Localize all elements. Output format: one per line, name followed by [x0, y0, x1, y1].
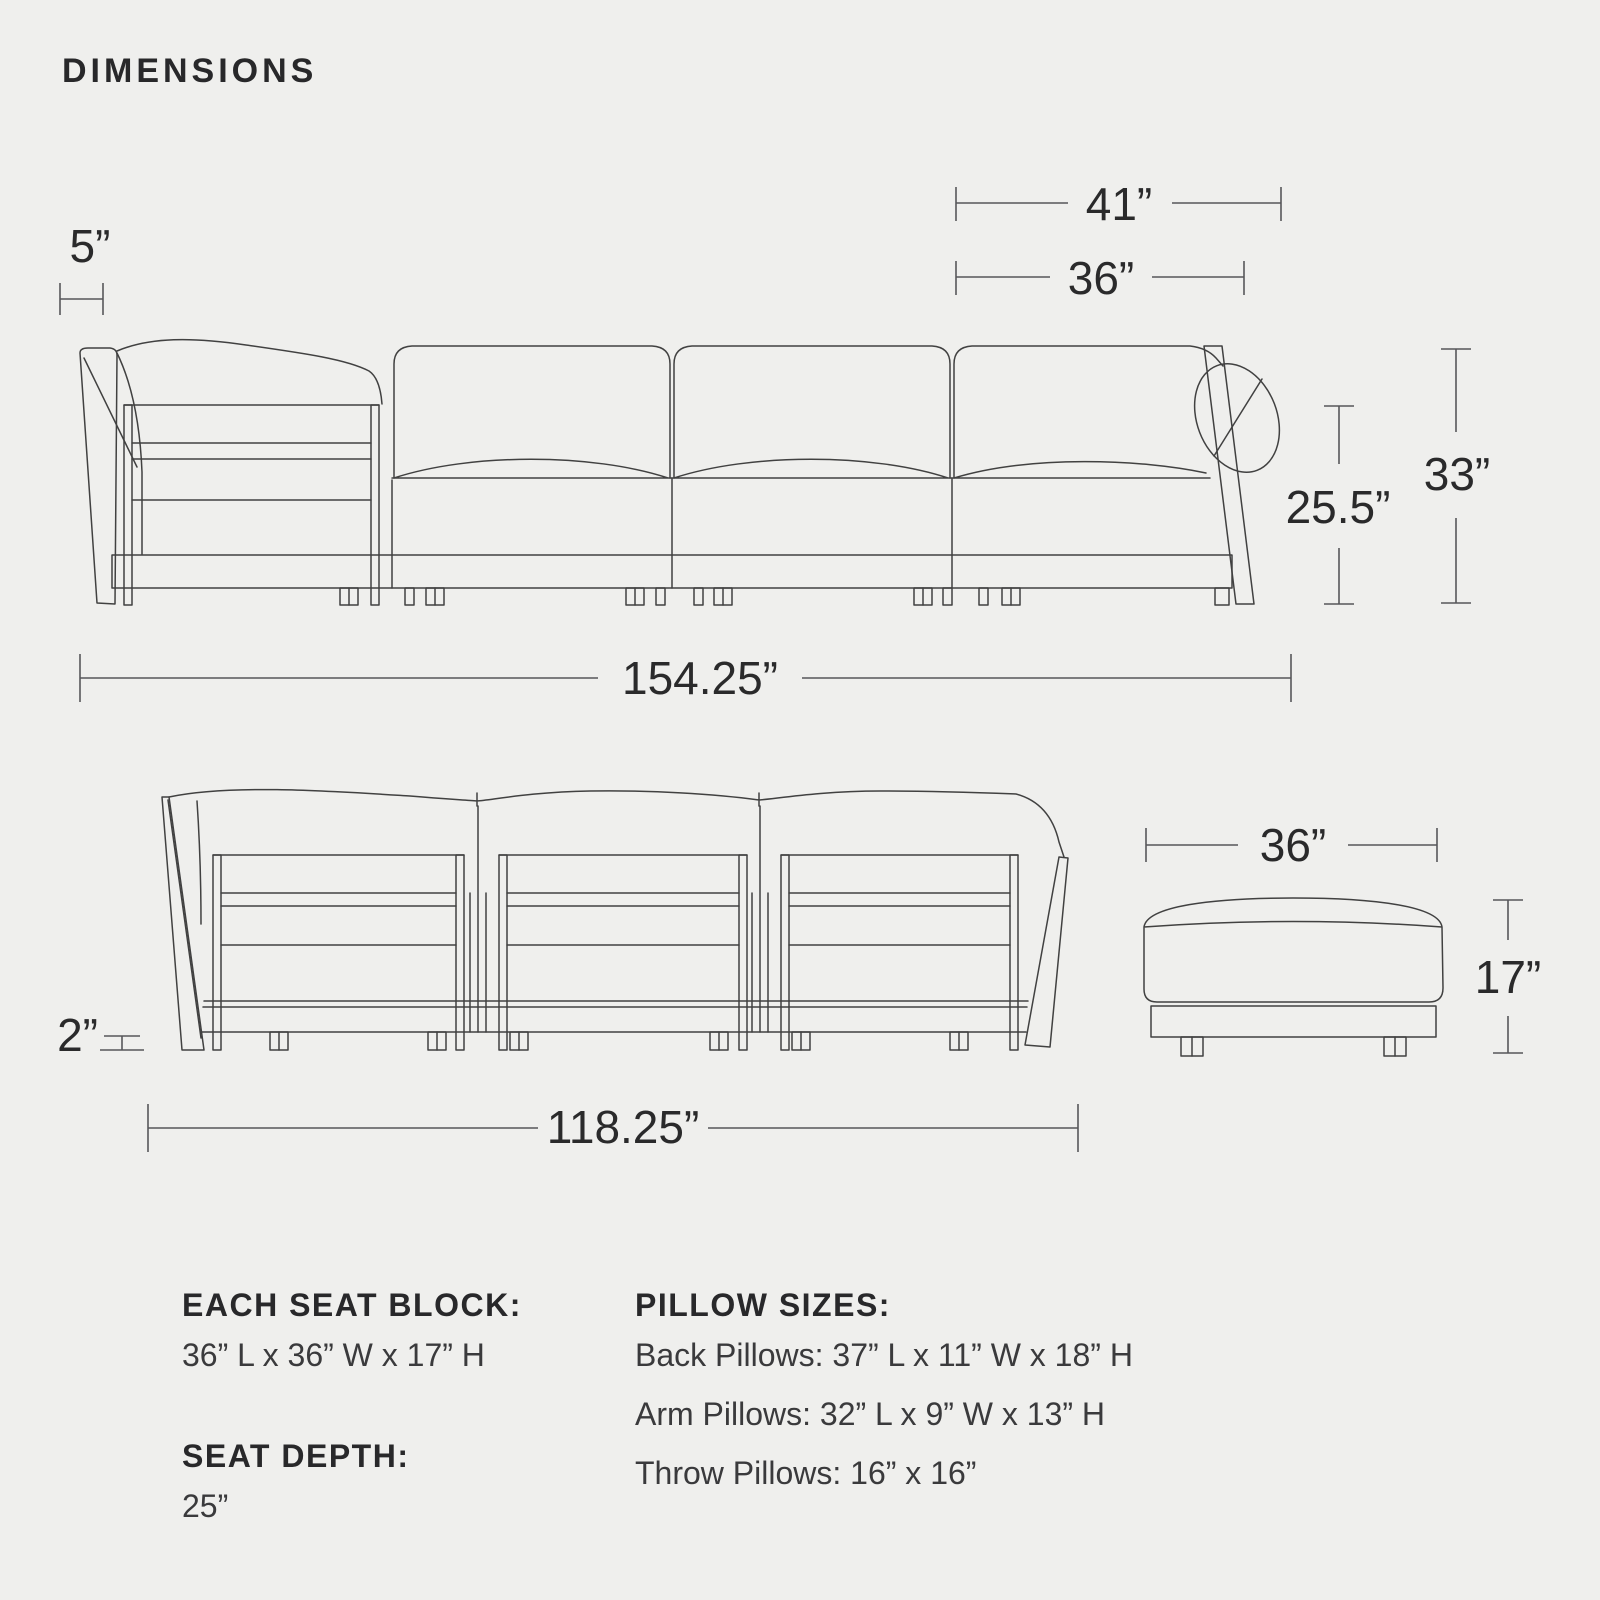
frame-post	[1010, 855, 1018, 1050]
frame-rails	[499, 855, 747, 945]
frame-rails	[213, 855, 464, 945]
frame-post	[456, 855, 464, 1050]
leg	[656, 588, 665, 605]
ottoman-cushion	[1144, 898, 1443, 1002]
leg	[979, 588, 988, 605]
ottoman-drawing	[1144, 898, 1443, 1056]
pillow-sizes-heading: PILLOW SIZES:	[635, 1287, 891, 1323]
frame-post	[499, 855, 507, 1050]
module-seams	[392, 478, 952, 588]
pillow-size-throw: Throw Pillows: 16” x 16”	[635, 1455, 977, 1491]
back-cushion-tops	[169, 790, 1064, 857]
frame-post	[213, 855, 221, 1050]
module-junctions	[470, 806, 768, 1032]
dim-overall-height-label: 33”	[1423, 448, 1491, 500]
back-arm-right	[1025, 857, 1068, 1047]
dim-overall-width-label: 154.25”	[621, 652, 779, 704]
dim-ottoman-height-label: 17”	[1474, 951, 1542, 1003]
sofa-front-view-drawing	[80, 340, 1294, 605]
back-corner-cushion-edge	[197, 801, 201, 924]
dim-ottoman-width-label: 36”	[1259, 819, 1327, 871]
back-frame-2	[499, 855, 747, 1050]
corner-frame-post-right	[371, 405, 379, 605]
corner-frame-post-left	[124, 405, 132, 605]
seat-depth-heading: SEAT DEPTH:	[182, 1438, 410, 1474]
dim-seat-module-label: 36”	[1067, 252, 1135, 304]
ottoman-plinth	[1151, 1006, 1436, 1037]
back-arm-left-crease	[168, 800, 201, 1038]
seat-depth-value: 25”	[182, 1488, 229, 1524]
back-view-dimensions	[57, 1009, 1078, 1153]
dim-arm-thickness-lines	[60, 283, 103, 315]
seat-cushions	[392, 459, 1210, 478]
dim-arm-thickness-label: 5”	[69, 220, 111, 272]
dim-leg-height-lines	[100, 1036, 144, 1050]
leg	[405, 588, 414, 605]
pillow-size-back: Back Pillows: 37” L x 11” W x 18” H	[635, 1337, 1133, 1373]
front-legs	[340, 588, 1229, 605]
back-cushions	[394, 346, 1223, 478]
frame-rails	[781, 855, 1018, 945]
back-frame-3	[781, 855, 1018, 1050]
back-frame-1	[213, 855, 464, 1050]
seat-block-heading: EACH SEAT BLOCK:	[182, 1287, 522, 1323]
page-title: DIMENSIONS	[62, 52, 318, 90]
sofa-back-view-drawing	[162, 790, 1068, 1050]
corner-back-cushion	[84, 340, 382, 554]
pillow-size-arm: Arm Pillows: 32” L x 9” W x 13” H	[635, 1396, 1106, 1432]
back-base	[201, 1001, 1028, 1032]
leg	[1215, 588, 1229, 605]
frame-post	[739, 855, 747, 1050]
ottoman-legs	[1181, 1037, 1406, 1056]
back-legs	[270, 1032, 968, 1050]
arm-right	[1204, 346, 1254, 604]
corner-frame-rails	[124, 405, 379, 500]
frame-post	[781, 855, 789, 1050]
dim-seat-plus-arm-label: 41”	[1085, 178, 1153, 230]
bolster-pillow-seam	[1214, 379, 1262, 456]
leg	[694, 588, 703, 605]
dim-leg-height-label: 2”	[57, 1009, 98, 1061]
dim-back-height-label: 25.5”	[1285, 481, 1391, 533]
leg	[943, 588, 952, 605]
dim-back-overall-width-label: 118.25”	[546, 1101, 700, 1153]
front-view-dimensions	[60, 178, 1490, 704]
ottoman-dimensions	[1146, 819, 1541, 1053]
seat-block-value: 36” L x 36” W x 17” H	[182, 1337, 485, 1373]
